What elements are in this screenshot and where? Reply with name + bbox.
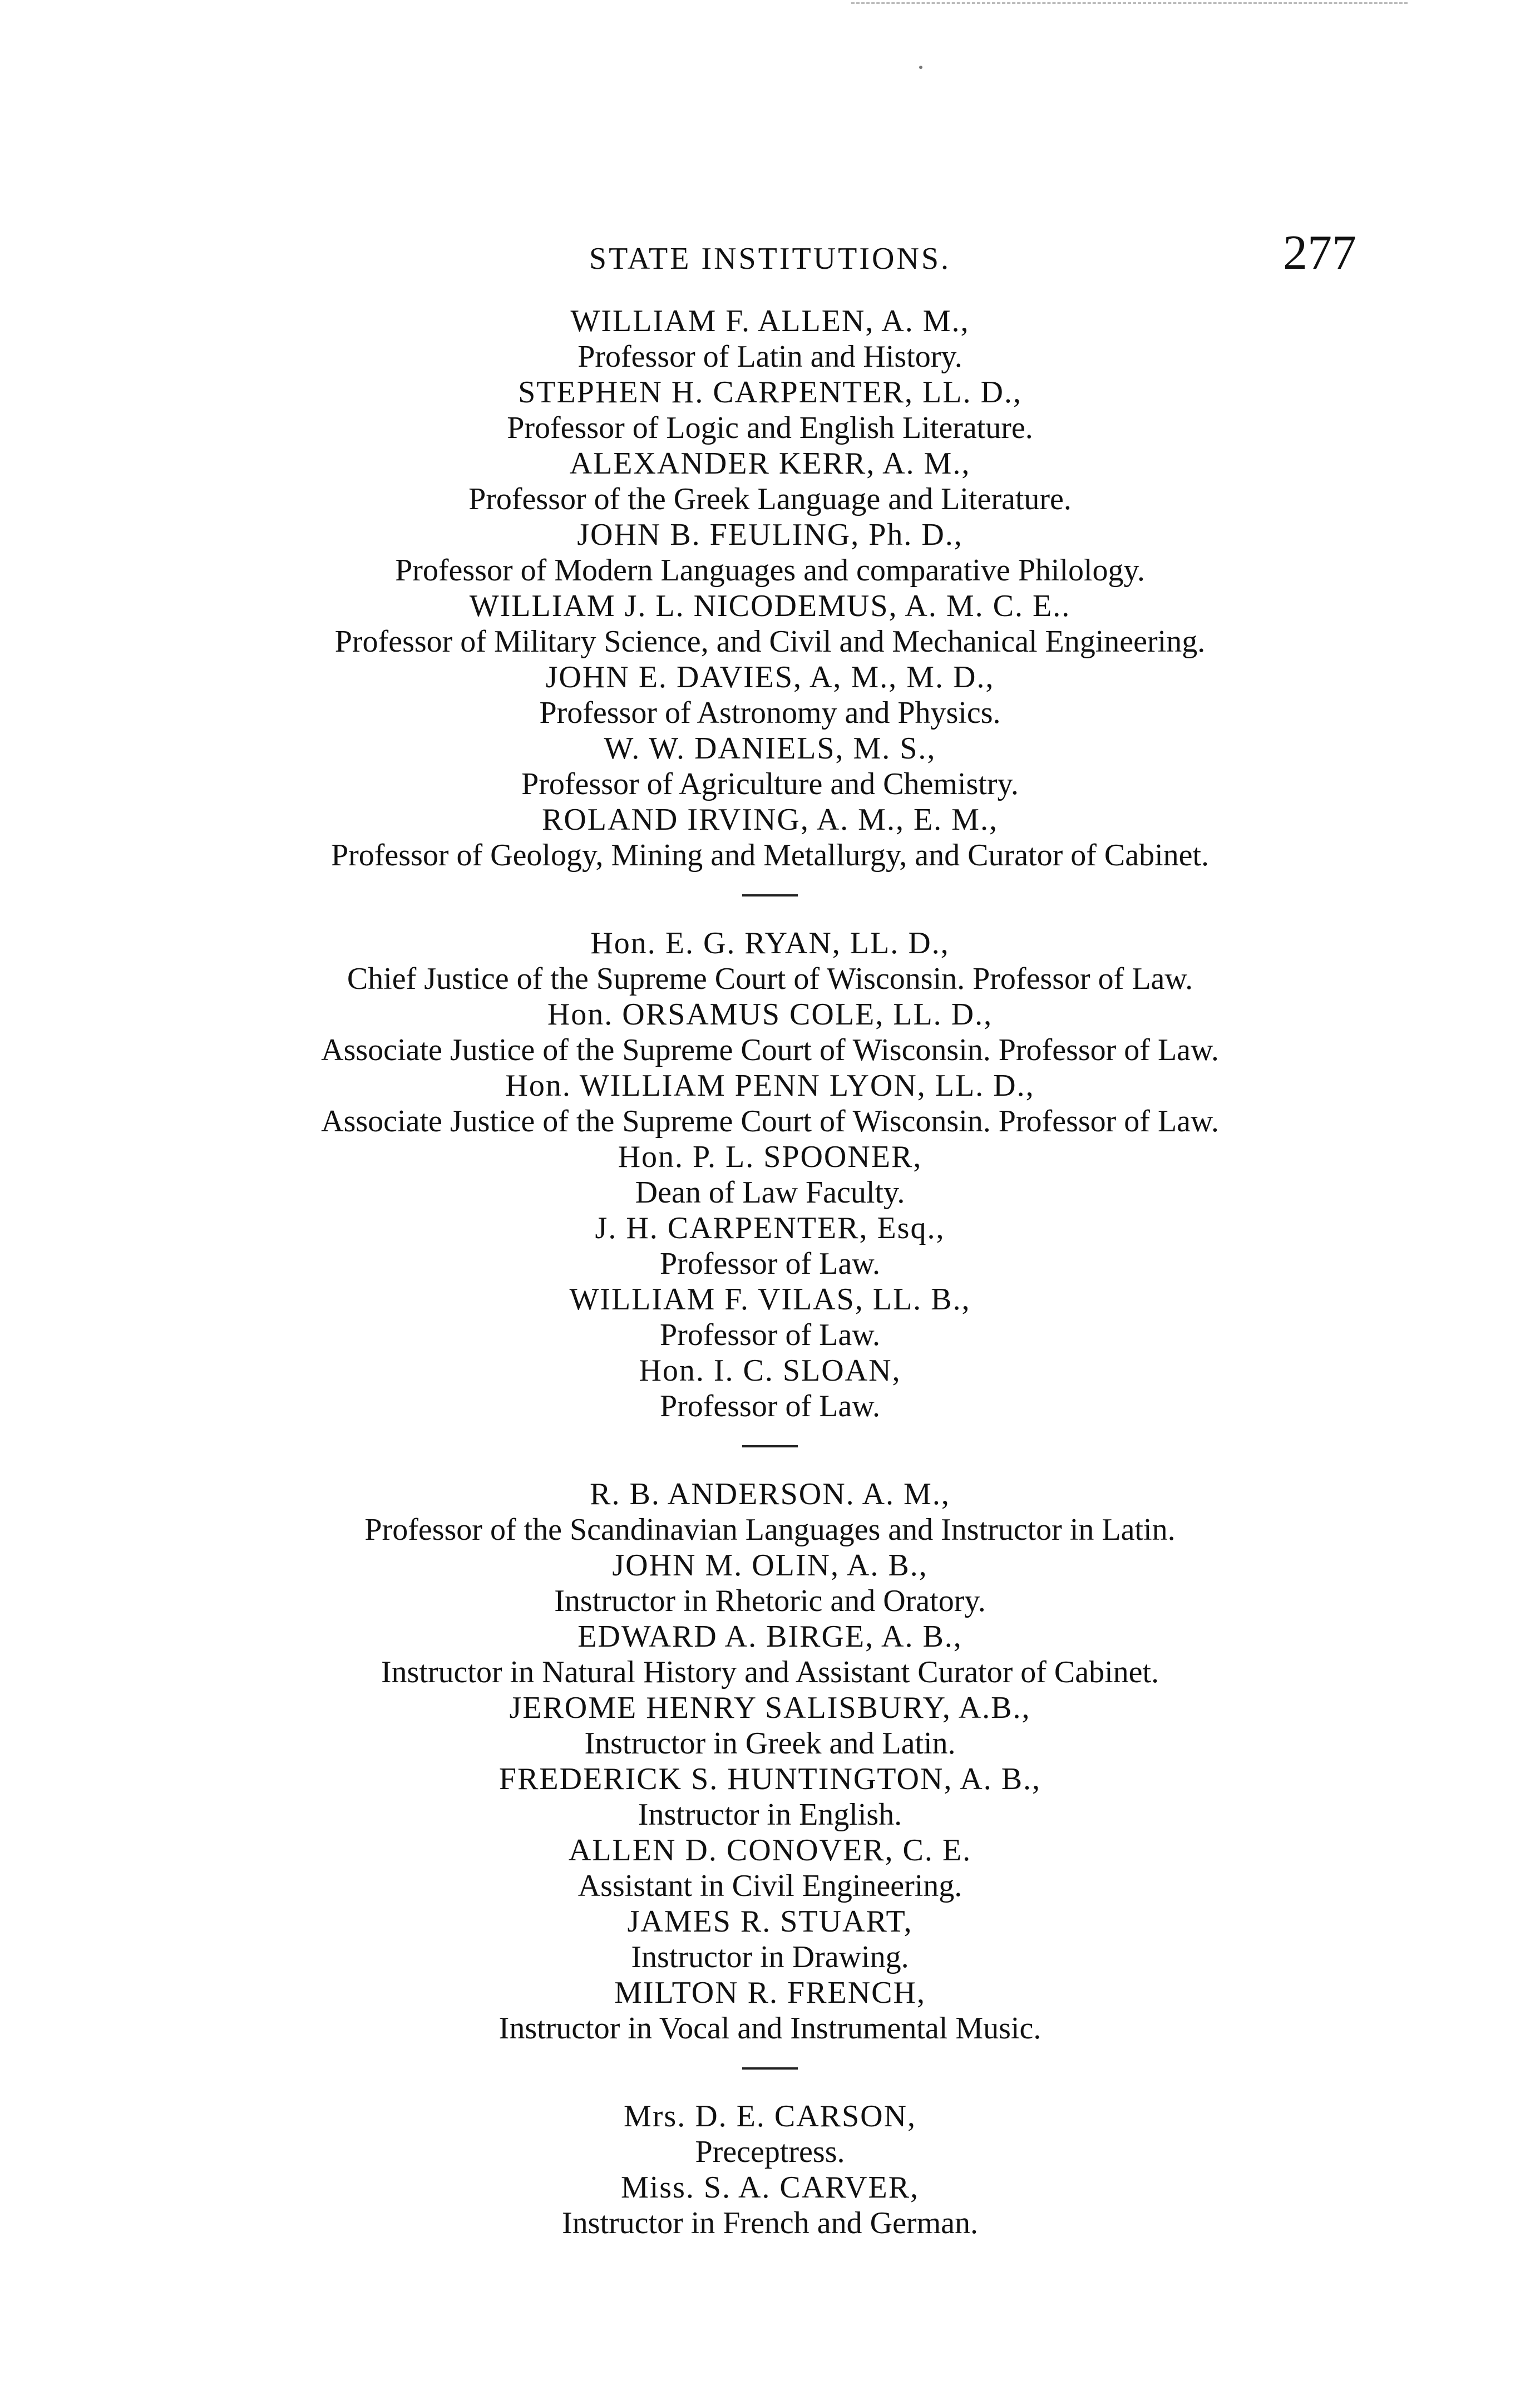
faculty-entry [139, 2098, 1401, 2170]
entry-name: R. B. ANDERSON. A. M., [590, 1477, 950, 1511]
entry-name: Hon. E. G. RYAN, LL. D., [590, 926, 950, 960]
faculty-entry [139, 1068, 1401, 1139]
entry-name: W. W. DANIELS, M. S., [604, 731, 936, 766]
entry-title: Professor of the Scandinavian Languages and Instructor in Latin. [364, 1513, 1176, 1547]
faculty-entry [139, 1210, 1401, 1282]
entry-title: Preceptress. [695, 2135, 845, 2169]
faculty-entry [139, 659, 1401, 731]
entry-name: JEROME HENRY SALISBURY, A.B., [509, 1691, 1031, 1725]
entry-title: Professor of Astronomy and Physics. [539, 696, 1001, 730]
faculty-entry [139, 1282, 1401, 1353]
entry-name: Hon. ORSAMUS COLE, LL. D., [547, 997, 993, 1032]
faculty-entry [139, 1619, 1401, 1690]
ink-speck [919, 66, 922, 69]
entry-title: Professor of Modern Languages and comparative Philology. [395, 553, 1145, 588]
top-edge-rule [851, 2, 1408, 4]
section-divider [742, 894, 798, 896]
entry-name: J. H. CARPENTER, Esq., [595, 1211, 945, 1245]
entry-title: Professor of Military Science, and Civil and Mechanical Engineering. [334, 624, 1206, 659]
entry-name: Miss. S. A. CARVER, [620, 2170, 920, 2205]
section-faculty-professors [139, 303, 1401, 873]
entry-title: Instructor in Drawing. [631, 1940, 909, 1974]
entry-title: Professor of Logic and English Literature. [507, 411, 1033, 445]
entry-name: JOHN M. OLIN, A. B., [612, 1548, 928, 1583]
faculty-entry [139, 588, 1401, 659]
faculty-entry [139, 731, 1401, 802]
entry-name: ALLEN D. CONOVER, C. E. [568, 1833, 972, 1868]
entry-name: JAMES R. STUART, [627, 1904, 913, 1939]
faculty-entry [139, 1690, 1401, 1761]
entry-name: ROLAND IRVING, A. M., E. M., [542, 802, 998, 837]
faculty-entry [139, 1761, 1401, 1832]
faculty-entry [139, 925, 1401, 997]
faculty-entry [139, 1476, 1401, 1548]
faculty-entry [139, 802, 1401, 873]
entry-title: Instructor in Rhetoric and Oratory. [554, 1584, 986, 1618]
page-number: 277 [1283, 226, 1356, 280]
entry-title: Instructor in French and German. [562, 2206, 978, 2240]
entry-title: Instructor in English. [638, 1797, 902, 1832]
faculty-entry [139, 1904, 1401, 1975]
entry-title: Instructor in Natural History and Assistant Curator of Cabinet. [381, 1655, 1159, 1689]
faculty-entry [139, 1975, 1401, 2046]
entry-name: WILLIAM F. ALLEN, A. M., [570, 304, 970, 338]
entry-title: Instructor in Vocal and Instrumental Music. [498, 2011, 1042, 2046]
entry-title: Assistant in Civil Engineering. [578, 1869, 962, 1903]
faculty-entry [139, 1353, 1401, 1424]
entry-name: Hon. WILLIAM PENN LYON, LL. D., [505, 1068, 1035, 1103]
entry-title: Professor of Agriculture and Chemistry. [521, 767, 1019, 801]
entry-name: WILLIAM F. VILAS, LL. B., [569, 1282, 971, 1317]
entry-name: EDWARD A. BIRGE, A. B., [578, 1619, 962, 1654]
faculty-entry [139, 997, 1401, 1068]
entry-name: WILLIAM J. L. NICODEMUS, A. M. C. E.. [469, 589, 1071, 623]
entry-title: Associate Justice of the Supreme Court of Wisconsin. Professor of Law. [321, 1033, 1219, 1067]
entry-title: Professor of Law. [659, 1318, 881, 1352]
entry-name: JOHN E. DAVIES, A, M., M. D., [545, 660, 995, 694]
entry-name: STEPHEN H. CARPENTER, LL. D., [518, 375, 1022, 410]
faculty-entry [139, 517, 1401, 588]
entry-title: Chief Justice of the Supreme Court of Wisconsin. Professor of Law. [347, 962, 1193, 996]
entry-title: Instructor in Greek and Latin. [584, 1726, 956, 1761]
entry-title: Dean of Law Faculty. [635, 1175, 905, 1210]
section-preceptress [139, 2098, 1401, 2241]
faculty-listing [139, 303, 1401, 2241]
section-law-faculty [139, 925, 1401, 1424]
entry-title: Associate Justice of the Supreme Court of Wisconsin. Professor of Law. [321, 1104, 1219, 1139]
faculty-entry [139, 1548, 1401, 1619]
faculty-entry [139, 1139, 1401, 1210]
entry-name: Hon. I. C. SLOAN, [639, 1353, 901, 1388]
entry-name: FREDERICK S. HUNTINGTON, A. B., [498, 1762, 1042, 1796]
entry-name: JOHN B. FEULING, Ph. D., [577, 518, 963, 552]
entry-name: MILTON R. FRENCH, [614, 1976, 926, 2010]
entry-name: Hon. P. L. SPOONER, [618, 1140, 922, 1174]
section-divider [742, 2067, 798, 2070]
entry-title: Professor of the Greek Language and Literature. [468, 482, 1072, 516]
section-instructors [139, 1476, 1401, 2046]
entry-title: Professor of Latin and History. [578, 339, 962, 374]
faculty-entry [139, 446, 1401, 517]
faculty-entry [139, 375, 1401, 446]
faculty-entry [139, 2170, 1401, 2241]
page-header [167, 220, 1373, 281]
entry-name: ALEXANDER KERR, A. M., [569, 446, 971, 481]
section-divider [742, 1445, 798, 1447]
running-title: STATE INSTITUTIONS. [589, 242, 951, 276]
entry-title: Professor of Geology, Mining and Metallurgy, and Curator of Cabinet. [330, 838, 1210, 873]
faculty-entry [139, 303, 1401, 375]
entry-title: Professor of Law. [659, 1389, 881, 1423]
faculty-entry [139, 1832, 1401, 1904]
entry-name: Mrs. D. E. CARSON, [623, 2099, 917, 2134]
entry-title: Professor of Law. [659, 1247, 881, 1281]
